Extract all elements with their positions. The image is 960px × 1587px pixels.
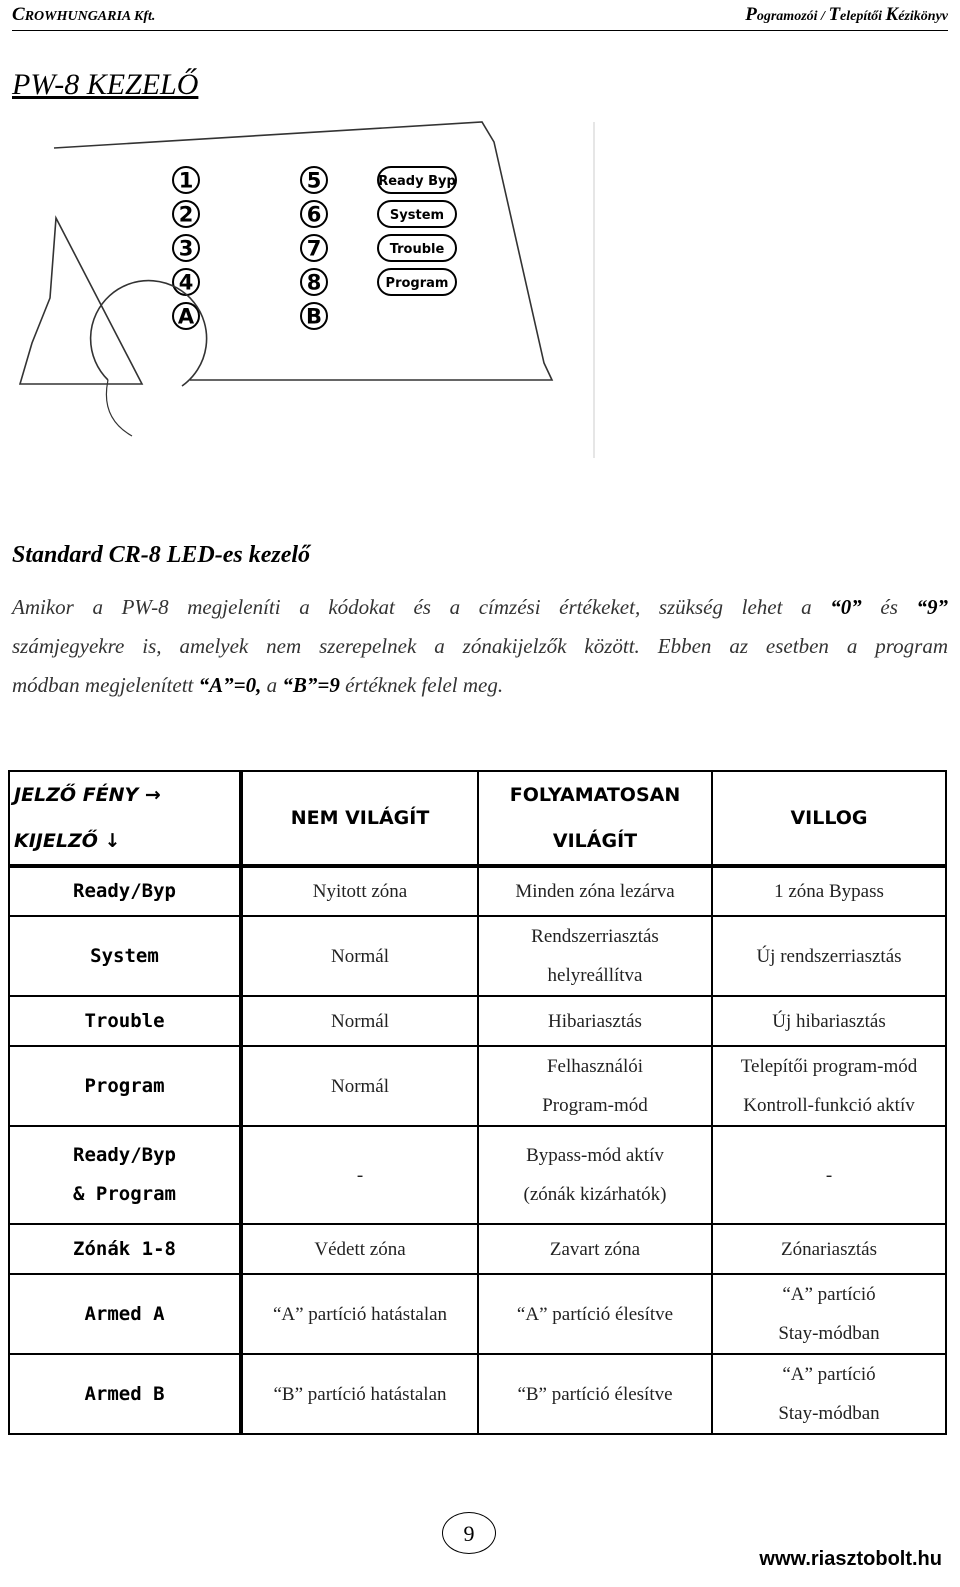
header-rule <box>12 30 948 31</box>
keypad-key-6: 6 <box>306 202 322 227</box>
corner-cell: JELZŐ FÉNY → KIJELZŐ ↓ <box>9 771 241 866</box>
led-button-label-1: System <box>389 208 445 223</box>
cell-folyamatosan-text: Hibariasztás <box>548 1010 642 1032</box>
cell-villog <box>712 1354 946 1434</box>
keypad-key-a: A <box>177 304 195 329</box>
keypad-key-4: 4 <box>178 270 194 295</box>
keypad-key-7: 7 <box>306 236 322 261</box>
cell-villog-text: - <box>825 1164 833 1186</box>
cell-nem-vilagit-text: - <box>356 1164 364 1186</box>
cell-folyamatosan-text: Rendszerriasztás <box>531 926 659 947</box>
cell-folyamatosan-text: “B” partíció élesítve <box>517 1383 673 1405</box>
cell-villog-text-2: Kontroll-funkció aktív <box>743 1095 915 1116</box>
cell-nem-vilagit <box>241 1046 478 1126</box>
cell-nem-vilagit <box>241 916 478 996</box>
cell-villog-text-2: Stay-módban <box>778 1403 880 1424</box>
cell-nem-vilagit <box>241 996 478 1046</box>
cell-folyamatosan <box>478 996 712 1046</box>
cell-nem-vilagit-text: “A” partíció hatástalan <box>272 1303 448 1325</box>
cell-villog-text: Telepítői program-mód <box>740 1056 918 1077</box>
cell-folyamatosan <box>478 1274 712 1354</box>
keypad-key-2: 2 <box>178 202 194 227</box>
cell-nem-vilagit-text: Védett zóna <box>314 1238 406 1260</box>
keypad-key-b: B <box>305 304 323 329</box>
cell-folyamatosan-text: Zavart zóna <box>549 1238 641 1260</box>
cell-nem-vilagit <box>241 866 478 916</box>
subtitle: Standard CR-8 LED-es kezelő <box>12 542 311 568</box>
cell-folyamatosan <box>478 916 712 996</box>
cell-villog-text: “A” partíció <box>782 1364 876 1385</box>
cell-nem-vilagit-text: Normál <box>330 1010 390 1032</box>
cell-villog <box>712 996 946 1046</box>
company-name: CROWHUNGARIA Kft. <box>12 4 156 25</box>
table-row <box>9 1354 946 1434</box>
cell-folyamatosan-text-2: (zónák kizárhatók) <box>523 1184 667 1205</box>
cell-folyamatosan-text-2: Program-mód <box>542 1095 648 1116</box>
page-number: 9 <box>442 1512 496 1554</box>
keypad-illustration <box>12 118 600 463</box>
cell-folyamatosan-text: “A” partíció élesítve <box>516 1303 674 1325</box>
row-label-text: Zónák 1-8 <box>73 1237 176 1260</box>
row-label <box>9 1046 241 1126</box>
row-label-text: Ready/Byp <box>73 1144 176 1166</box>
header-nem-vilagit: NEM VILÁGÍT <box>241 771 478 866</box>
section-title: PW-8 KEZELŐ <box>12 68 199 101</box>
cell-villog-text: Zónariasztás <box>780 1238 877 1260</box>
cell-villog <box>712 916 946 996</box>
cell-nem-vilagit-text: Normál <box>330 1075 390 1097</box>
cell-nem-vilagit <box>241 1126 478 1224</box>
led-button-label-0: Ready Byp <box>378 174 456 189</box>
header-folyamatosan: FOLYAMATOSAN VILÁGÍT <box>478 771 712 866</box>
cell-villog-text: “A” partíció <box>782 1284 876 1305</box>
row-label-text: Ready/Byp <box>73 880 176 902</box>
cell-folyamatosan-text: Felhasználói <box>546 1056 644 1077</box>
row-label-text: Trouble <box>84 1009 165 1032</box>
cell-nem-vilagit <box>241 1224 478 1274</box>
keypad-key-3: 3 <box>178 236 194 261</box>
cell-villog-text: 1 zóna Bypass <box>774 881 884 902</box>
keypad-key-1: 1 <box>178 168 194 193</box>
led-indicator-table <box>8 770 947 1435</box>
intro-paragraph: Amikor a PW-8 megjeleníti a kódokat és a címzési értékeket, szükség lehet a “0” és “9” számjegyekre is, amelyek nem szerepelnek a zónakijelzők között. Ebben az esetben a program módban megjelenített “A”=0, a “B”=9 értéknek felel meg. <box>12 595 949 697</box>
header-villog: VILLOG <box>712 771 946 866</box>
led-button-label-3: Program <box>385 276 449 291</box>
table-row <box>9 996 946 1046</box>
row-label <box>9 1354 241 1434</box>
footer-website: www.riasztobolt.hu <box>759 1548 942 1570</box>
row-label-text: Program <box>84 1074 165 1097</box>
cell-nem-vilagit <box>241 1354 478 1434</box>
cell-nem-vilagit <box>241 1274 478 1354</box>
keypad-key-5: 5 <box>306 168 322 193</box>
row-label <box>9 1224 241 1274</box>
row-label <box>9 916 241 996</box>
cell-folyamatosan-text: Minden zóna lezárva <box>515 881 675 902</box>
row-label-text: Armed B <box>84 1382 165 1405</box>
cell-folyamatosan <box>478 1126 712 1224</box>
cell-folyamatosan <box>478 1224 712 1274</box>
cell-folyamatosan <box>478 1354 712 1434</box>
cell-folyamatosan <box>478 866 712 916</box>
cell-villog-text: Új rendszerriasztás <box>756 945 902 967</box>
table-row <box>9 866 946 916</box>
manual-title: Pogramozói / Telepítői Kézikönyv <box>745 4 948 25</box>
cell-villog <box>712 1274 946 1354</box>
cell-folyamatosan-text-2: helyreállítva <box>547 965 643 986</box>
cell-villog <box>712 1126 946 1224</box>
row-label-text-2: & Program <box>73 1183 176 1205</box>
table-row <box>9 1126 946 1224</box>
cell-nem-vilagit-text: Normál <box>330 945 390 967</box>
table-row <box>9 1224 946 1274</box>
row-label-text: System <box>90 944 159 967</box>
cell-villog <box>712 1224 946 1274</box>
row-label <box>9 866 241 916</box>
cell-folyamatosan-text: Bypass-mód aktív <box>526 1145 664 1166</box>
table-row <box>9 916 946 996</box>
row-label <box>9 1126 241 1224</box>
led-button-label-2: Trouble <box>389 242 445 257</box>
row-label <box>9 996 241 1046</box>
row-label <box>9 1274 241 1354</box>
row-label-text: Armed A <box>84 1302 165 1325</box>
cell-villog-text-2: Stay-módban <box>778 1323 880 1344</box>
cell-nem-vilagit-text: “B” partíció hatástalan <box>273 1383 447 1405</box>
cell-villog-text: Új hibariasztás <box>772 1010 886 1032</box>
cell-nem-vilagit-text: Nyitott zóna <box>312 881 408 902</box>
keypad-key-8: 8 <box>306 270 322 295</box>
cell-villog <box>712 866 946 916</box>
table-row <box>9 1274 946 1354</box>
table-row <box>9 1046 946 1126</box>
table-header-row <box>9 771 946 866</box>
cell-villog <box>712 1046 946 1126</box>
cell-folyamatosan <box>478 1046 712 1126</box>
